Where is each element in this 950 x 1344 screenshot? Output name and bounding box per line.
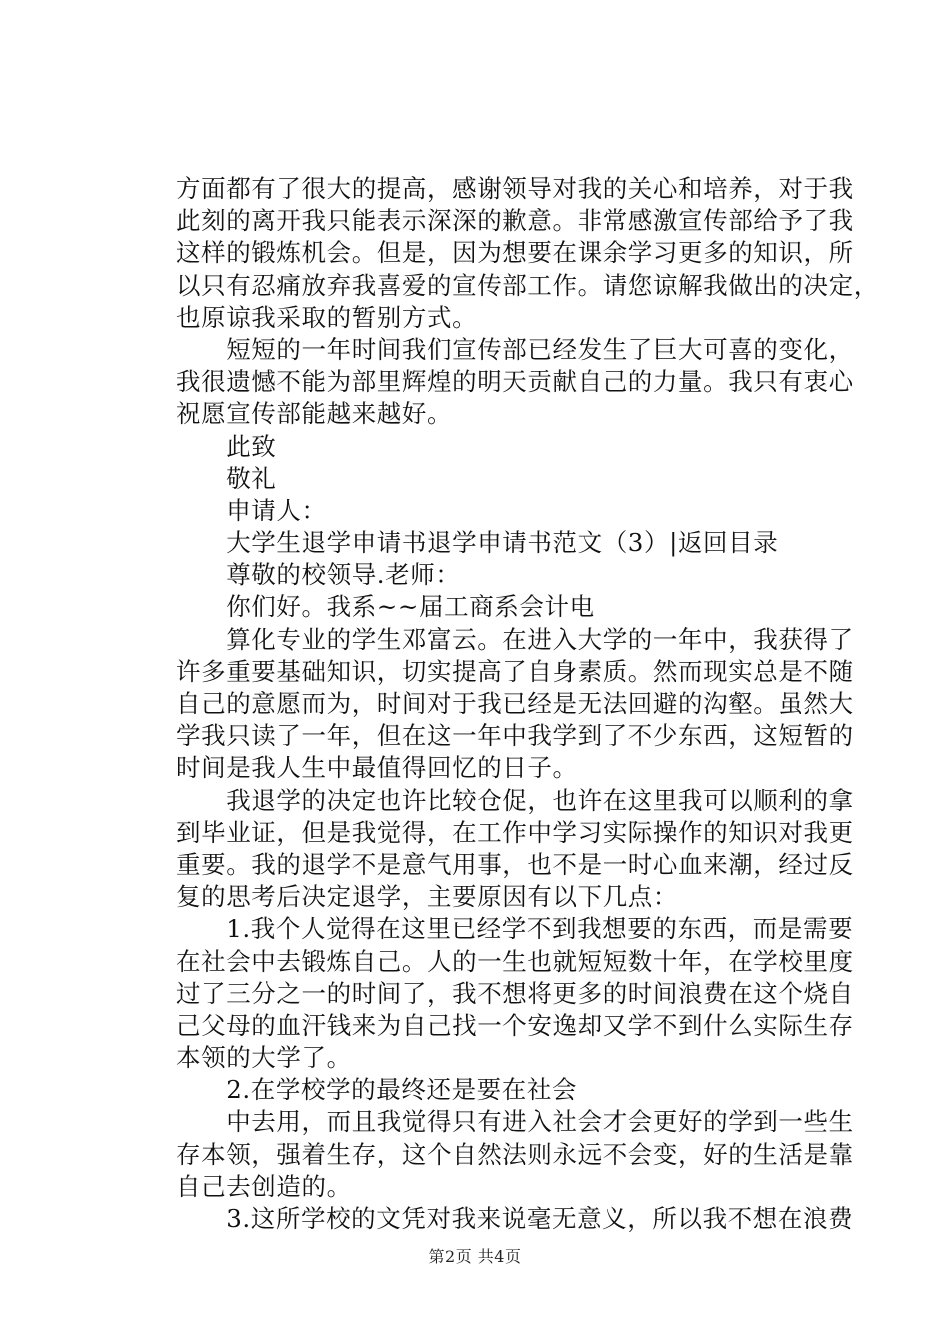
text-line: 祝愿宣传部能越来越好。 [176,399,453,429]
text-line: 方面都有了很大的提高，感谢领导对我的关心和培养，对于我 [176,174,854,203]
text-line: 时间是我人生中最值得回忆的日子。 [176,753,578,783]
text-line: 自己去创造的。 [176,1171,352,1201]
list-item: 1.我个人觉得在这里已经学不到我想要的东西，而是需要 [176,914,854,944]
text-line: 你们好。我系~~届工商系会计电 [176,592,595,622]
text-line: 复的思考后决定退学，主要原因有以下几点： [176,882,678,912]
text-line: 在社会中去锻炼自己。人的一生也就短短数十年，在学校里度 [176,946,854,976]
page-number-footer: 第2页 共4页 [428,1247,522,1266]
section-heading: 大学生退学申请书退学申请书范文（3）|返回目录 [176,528,779,558]
text-line: 算化专业的学生邓富云。在进入大学的一年中，我获得了 [176,624,854,654]
text-line: 也原谅我采取的暂别方式。 [176,302,478,332]
text-line: 到毕业证，但是我觉得，在工作中学习实际操作的知识对我更 [176,817,854,847]
text-line: 中去用，而且我觉得只有进入社会才会更好的学到一些生 [176,1107,854,1137]
text-line: 本领的大学了。 [176,1043,352,1073]
text-line: 存本领，强着生存，这个自然法则永远不会变，好的生活是靠 [176,1139,854,1169]
text-line: 我很遗憾不能为部里辉煌的明天贡献自己的力量。我只有衷心 [176,367,854,397]
document-body [176,173,879,1235]
text-line: 我退学的决定也许比较仓促，也许在这里我可以顺利的拿 [176,785,854,815]
list-item: 3.这所学校的文凭对我来说毫无意义，所以我不想在浪费 [176,1204,854,1233]
text-line: 短短的一年时间我们宣传部已经发生了巨大可喜的变化， [176,334,854,364]
text-line: 己父母的血汗钱来为自己找一个安逸却又学不到什么实际生存 [176,1010,854,1040]
applicant-label: 申请人： [176,495,327,525]
text-line: 许多重要基础知识，切实提高了自身素质。然而现实总是不随 [176,656,854,686]
text-line: 重要。我的退学不是意气用事，也不是一时心血来潮，经过反 [176,849,854,879]
text-line: 学我只读了一年，但在这一年中我学到了不少东西，这短暂的 [176,721,854,751]
text-line: 此刻的离开我只能表示深深的歉意。非常感激宣传部给予了我 [176,206,854,236]
text-line: 以只有忍痛放弃我喜爱的宣传部工作。请您谅解我做出的决定， [176,270,879,300]
list-item: 2.在学校学的最终还是要在社会 [176,1075,578,1105]
text-line: 自己的意愿而为，时间对于我已经是无法回避的沟壑。虽然大 [176,689,854,718]
closing-regards: 敬礼 [176,463,277,493]
letter-greeting: 尊敬的校领导.老师： [176,560,461,590]
text-line: 过了三分之一的时间了，我不想将更多的时间浪费在这个烧自 [176,978,854,1008]
text-line: 这样的锻炼机会。但是，因为想要在课余学习更多的知识，所 [176,238,854,268]
closing-salutation: 此致 [176,431,277,461]
